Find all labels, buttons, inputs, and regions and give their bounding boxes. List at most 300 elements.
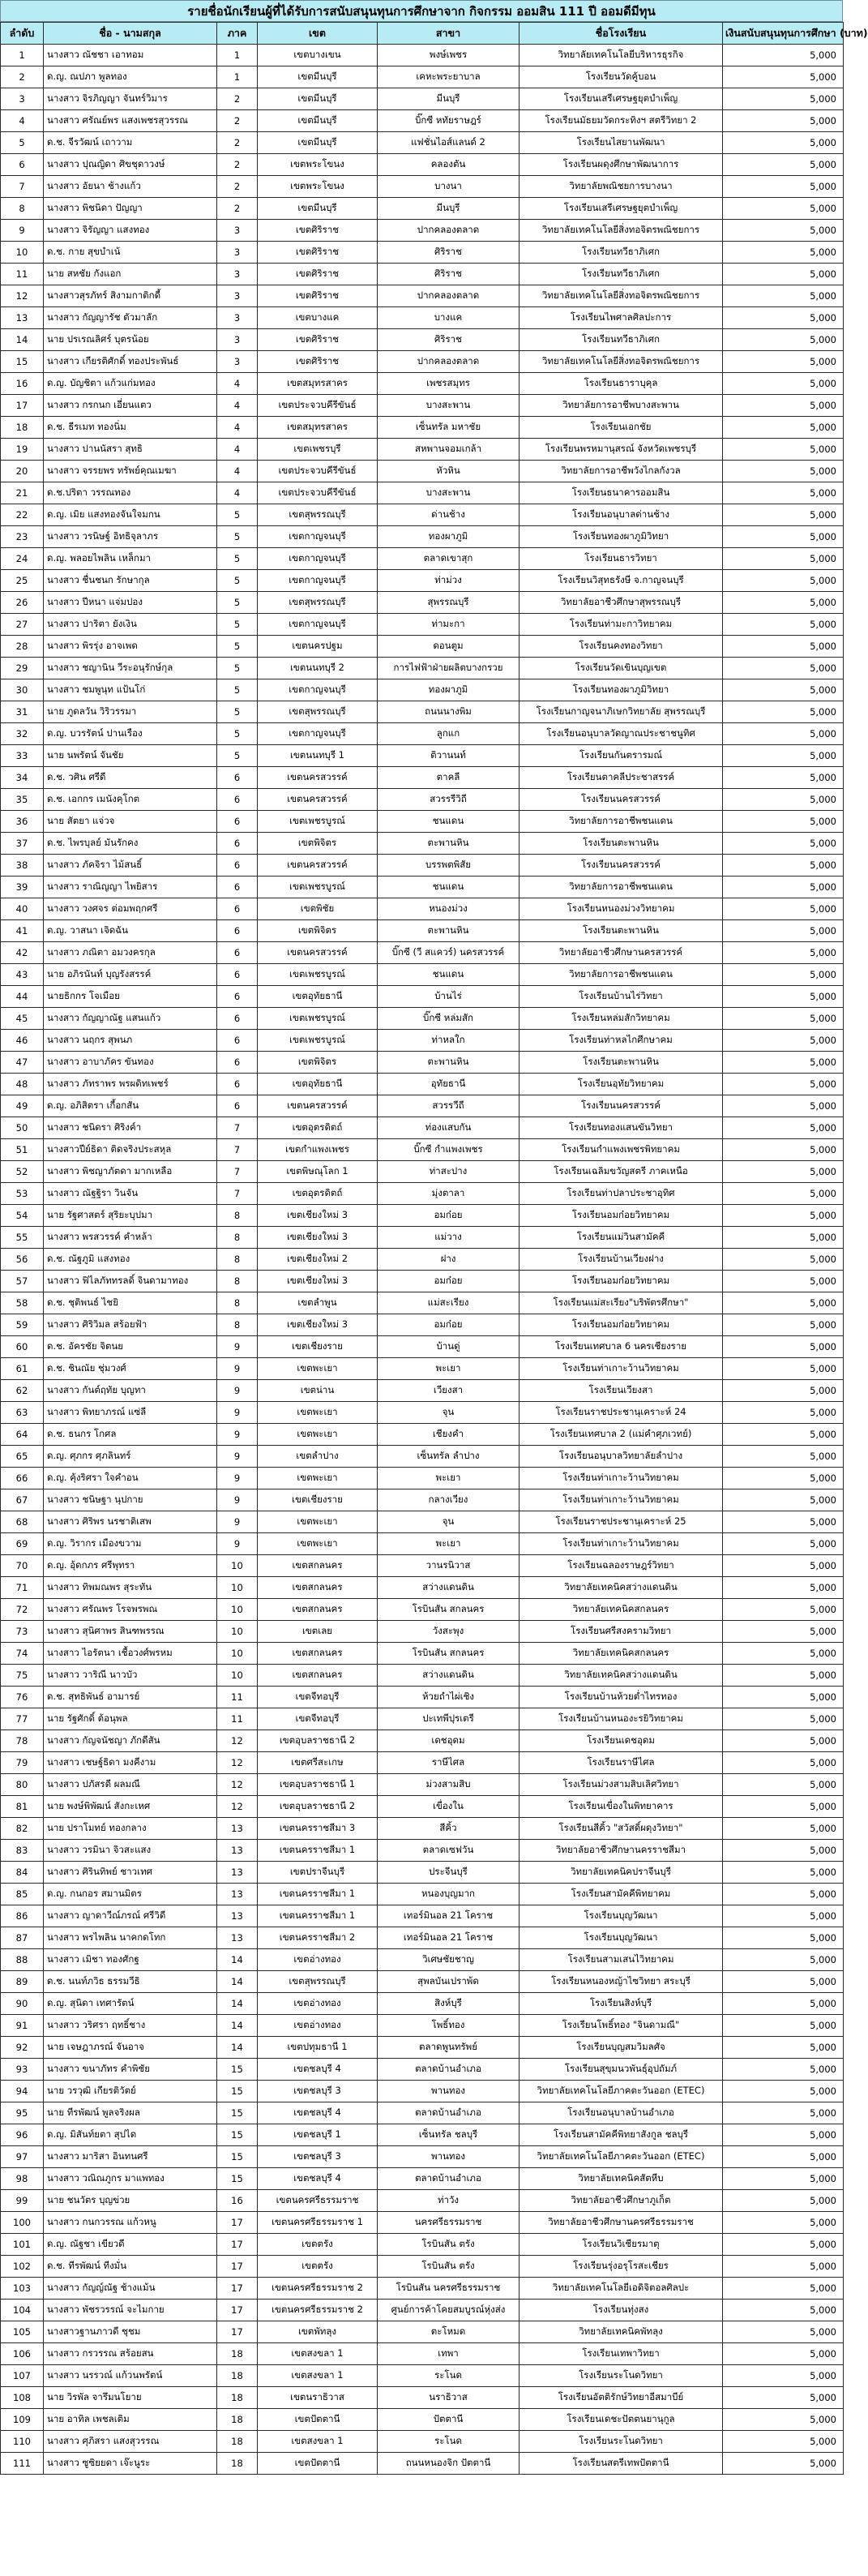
student-name: นางสาว ปภัสรดี ผลมณี bbox=[44, 1774, 217, 1796]
student-name: นางสาวฐานภาวดี ชุชม bbox=[44, 2321, 217, 2343]
school-name: โรงเรียนเฉลิมขวัญสตรี ภาคเหนือ bbox=[520, 1161, 723, 1183]
table-row bbox=[1, 2124, 844, 2146]
student-name: นางสาว อัยนา ช้างแก้ว bbox=[44, 176, 217, 198]
region: 5 bbox=[217, 570, 258, 592]
table-row bbox=[1, 745, 844, 767]
branch: เพชรสมุทร bbox=[378, 373, 520, 395]
region: 6 bbox=[217, 1052, 258, 1074]
region: 9 bbox=[217, 1446, 258, 1468]
table-row bbox=[1, 1577, 844, 1599]
table-row bbox=[1, 2212, 844, 2234]
student-name: ด.ช. ชินณัย ชุ่มวงศ์ bbox=[44, 1358, 217, 1380]
student-name: นาย รัฐศาสตร์ สุริยะบุปมา bbox=[44, 1205, 217, 1227]
region: 5 bbox=[217, 592, 258, 614]
student-name: ด.ญ. มิสันท์ยตา สุปได bbox=[44, 2124, 217, 2146]
scholarship-amount: 5,000 bbox=[723, 2146, 844, 2168]
region: 13 bbox=[217, 1818, 258, 1840]
region: 18 bbox=[217, 2431, 258, 2453]
zone: เขตศิริราช bbox=[258, 220, 378, 242]
branch: ท่าหลใก bbox=[378, 1030, 520, 1052]
table-row bbox=[1, 329, 844, 351]
table-row bbox=[1, 2190, 844, 2212]
region: 14 bbox=[217, 2015, 258, 2037]
scholarship-amount: 5,000 bbox=[723, 592, 844, 614]
branch: สว่างแดนดิน bbox=[378, 1577, 520, 1599]
student-name: นาย วรวุฒิ เกียรติวัตย์ bbox=[44, 2081, 217, 2102]
school-name: วิทยาลัยการอาชีพชนแดน bbox=[520, 811, 723, 833]
row-no: 105 bbox=[1, 2321, 44, 2343]
zone: เขตเลย bbox=[258, 1621, 378, 1643]
row-no: 88 bbox=[1, 1949, 44, 1971]
row-no: 30 bbox=[1, 679, 44, 701]
region: 5 bbox=[217, 679, 258, 701]
student-name: นางสาว ชนิษฐา นุปกาย bbox=[44, 1489, 217, 1511]
zone: เขตพิชัย bbox=[258, 898, 378, 920]
scholarship-amount: 5,000 bbox=[723, 2321, 844, 2343]
row-no: 37 bbox=[1, 833, 44, 855]
table-row bbox=[1, 1555, 844, 1577]
student-name: นางสาว ชญานิน วีระอนุรักษ์กุล bbox=[44, 658, 217, 679]
scholarship-amount: 5,000 bbox=[723, 1336, 844, 1358]
region: 1 bbox=[217, 66, 258, 88]
table-row bbox=[1, 2256, 844, 2278]
row-no: 85 bbox=[1, 1884, 44, 1905]
col-header-school: ชื่อโรงเรียน bbox=[520, 23, 723, 45]
scholarship-amount: 5,000 bbox=[723, 1358, 844, 1380]
student-name: ด.ญ. พลอยไพลิน เหล็กมา bbox=[44, 548, 217, 570]
student-name: นางสาว ฟิไลภัททรลดิ์ จินดามาทอง bbox=[44, 1271, 217, 1292]
row-no: 38 bbox=[1, 855, 44, 877]
region: 5 bbox=[217, 504, 258, 526]
school-name: โรงเรียนทองแสนขันวิทยา bbox=[520, 1117, 723, 1139]
zone: เขตปทุมธานี 1 bbox=[258, 2037, 378, 2059]
branch: โรบินสัน ตรัง bbox=[378, 2256, 520, 2278]
scholarship-amount: 5,000 bbox=[723, 1533, 844, 1555]
row-no: 74 bbox=[1, 1643, 44, 1665]
scholarship-amount: 5,000 bbox=[723, 1314, 844, 1336]
scholarship-amount: 5,000 bbox=[723, 1511, 844, 1533]
scholarship-amount: 5,000 bbox=[723, 745, 844, 767]
zone: เขตปัตตานี bbox=[258, 2409, 378, 2431]
col-header-region: ภาค bbox=[217, 23, 258, 45]
school-name: โรงเรียนศรีสงครามวิทยา bbox=[520, 1621, 723, 1643]
student-name: นาย อาทิล เพชลเติม bbox=[44, 2409, 217, 2431]
zone: เขตเชียงใหม่ 3 bbox=[258, 1314, 378, 1336]
school-name: โรงเรียนอมก๋อยวิทยาคม bbox=[520, 1205, 723, 1227]
row-no: 69 bbox=[1, 1533, 44, 1555]
branch: ติวานนท์ bbox=[378, 745, 520, 767]
row-no: 56 bbox=[1, 1249, 44, 1271]
student-name: นางสาว ภณิตา อมวงครกุล bbox=[44, 942, 217, 964]
scholarship-amount: 5,000 bbox=[723, 2059, 844, 2081]
branch: เชียงคำ bbox=[378, 1424, 520, 1446]
table-row bbox=[1, 1095, 844, 1117]
table-row bbox=[1, 1708, 844, 1730]
region: 17 bbox=[217, 2234, 258, 2256]
school-name: วิทยาลัยอาชีวศึกษาภูเก็ต bbox=[520, 2190, 723, 2212]
branch: ปัตตานี bbox=[378, 2409, 520, 2431]
branch: เวียงสา bbox=[378, 1380, 520, 1402]
zone: เขตนครสวรรค์ bbox=[258, 767, 378, 789]
school-name: โรงเรียนราชประชานุเคราะห์ 24 bbox=[520, 1402, 723, 1424]
student-name: นาย พงษ์พิพัฒน์ สังกะเหศ bbox=[44, 1796, 217, 1818]
region: 6 bbox=[217, 789, 258, 811]
branch: ลูกแก bbox=[378, 723, 520, 745]
row-no: 19 bbox=[1, 439, 44, 461]
student-name: นางสาว ซูซิยยดา เจ๊ะนูระ bbox=[44, 2453, 217, 2475]
zone: เขตพะเยา bbox=[258, 1468, 378, 1489]
scholarship-amount: 5,000 bbox=[723, 1818, 844, 1840]
scholarship-amount: 5,000 bbox=[723, 461, 844, 482]
row-no: 44 bbox=[1, 986, 44, 1008]
student-name: นางสาว ณัฐฐิรา วินจัน bbox=[44, 1183, 217, 1205]
branch: ชนแดน bbox=[378, 811, 520, 833]
scholarship-amount: 5,000 bbox=[723, 2343, 844, 2365]
row-no: 32 bbox=[1, 723, 44, 745]
school-name: โรงเรียนราษีไศล bbox=[520, 1752, 723, 1774]
zone: เขตเพชรบูรณ์ bbox=[258, 1030, 378, 1052]
scholarship-amount: 5,000 bbox=[723, 789, 844, 811]
zone: เขตน่าน bbox=[258, 1380, 378, 1402]
student-name: นางสาว ศุภิสรา แสงสุวรรณ bbox=[44, 2431, 217, 2453]
branch: อมก๋อย bbox=[378, 1271, 520, 1292]
scholarship-amount: 5,000 bbox=[723, 2015, 844, 2037]
table-row bbox=[1, 1402, 844, 1424]
row-no: 12 bbox=[1, 285, 44, 307]
row-no: 68 bbox=[1, 1511, 44, 1533]
branch: การไฟฟ้าฝ่ายผลิตบางกรวย bbox=[378, 658, 520, 679]
zone: เขตพะเยา bbox=[258, 1511, 378, 1533]
region: 7 bbox=[217, 1117, 258, 1139]
school-name: โรงเรียนนครสวรรค์ bbox=[520, 789, 723, 811]
scholarship-amount: 5,000 bbox=[723, 285, 844, 307]
region: 8 bbox=[217, 1271, 258, 1292]
student-name: นางสาว ปาริตา ยังเงิน bbox=[44, 614, 217, 636]
student-name: นางสาว ศรัณพร โรจพรพณ bbox=[44, 1599, 217, 1621]
school-name: วิทยาลัยอาชีวศึกษานครสวรรค์ bbox=[520, 942, 723, 964]
student-name: ด.ช. สุทธิพันธ์ อามารย์ bbox=[44, 1687, 217, 1708]
table-row bbox=[1, 2278, 844, 2300]
student-name: ด.ญ. วิรากร เมืองขวาม bbox=[44, 1533, 217, 1555]
branch: บิ๊กซี กำแพงเพชร bbox=[378, 1139, 520, 1161]
branch: วิเศษชัยชาญ bbox=[378, 1949, 520, 1971]
col-header-zone: เขต bbox=[258, 23, 378, 45]
student-name: นางสาว วรมินา จิวสะแสง bbox=[44, 1840, 217, 1862]
table-row bbox=[1, 2343, 844, 2365]
region: 6 bbox=[217, 942, 258, 964]
table-row bbox=[1, 242, 844, 264]
scholarship-amount: 5,000 bbox=[723, 942, 844, 964]
zone: เขตลำพูน bbox=[258, 1292, 378, 1314]
zone: เขตนครศรีธรรมราช 1 bbox=[258, 2212, 378, 2234]
zone: เขตนครราชสีมา 2 bbox=[258, 1927, 378, 1949]
scholarship-amount: 5,000 bbox=[723, 2212, 844, 2234]
zone: เขตเชียงใหม่ 3 bbox=[258, 1205, 378, 1227]
table-row bbox=[1, 2365, 844, 2387]
school-name: โรงเรียนท่าเกาะว้านวิทยาคม bbox=[520, 1358, 723, 1380]
branch: สุพลบันเปราพ้ด bbox=[378, 1971, 520, 1993]
table-row bbox=[1, 1752, 844, 1774]
school-name: โรงเรียนอนุบาลวิทยาลัยลำปาง bbox=[520, 1446, 723, 1468]
zone: เขตเพชรบูรณ์ bbox=[258, 1008, 378, 1030]
student-name: นางสาว ศรัณย์พร แสงเพชรสุวรรณ bbox=[44, 110, 217, 132]
scholarship-amount: 5,000 bbox=[723, 1971, 844, 1993]
region: 9 bbox=[217, 1358, 258, 1380]
region: 6 bbox=[217, 1074, 258, 1095]
branch: ชนแดน bbox=[378, 964, 520, 986]
zone: เขตศรีสะเกษ bbox=[258, 1752, 378, 1774]
table-row bbox=[1, 1840, 844, 1862]
region: 8 bbox=[217, 1249, 258, 1271]
table-row bbox=[1, 986, 844, 1008]
branch: โรบินสัน ตรัง bbox=[378, 2234, 520, 2256]
region: 13 bbox=[217, 1840, 258, 1862]
row-no: 17 bbox=[1, 395, 44, 417]
scholarship-amount: 5,000 bbox=[723, 1446, 844, 1468]
row-no: 25 bbox=[1, 570, 44, 592]
table-row bbox=[1, 88, 844, 110]
branch: เซ็นทรัล ลำปาง bbox=[378, 1446, 520, 1468]
student-name: นางสาว ปานนัสรา สุทธิ bbox=[44, 439, 217, 461]
scholarship-amount: 5,000 bbox=[723, 110, 844, 132]
branch: ตะพานหิน bbox=[378, 1052, 520, 1074]
row-no: 21 bbox=[1, 482, 44, 504]
row-no: 40 bbox=[1, 898, 44, 920]
row-no: 71 bbox=[1, 1577, 44, 1599]
school-name: โรงเรียนเสรีเศรษฐยุตบำเพ็ญ bbox=[520, 88, 723, 110]
student-name: นางสาว ณัชชา เอาทอม bbox=[44, 45, 217, 66]
table-row bbox=[1, 2431, 844, 2453]
table-row bbox=[1, 723, 844, 745]
table-row bbox=[1, 658, 844, 679]
student-name: นาย ทีรพัฒน์ พูลจริงผล bbox=[44, 2102, 217, 2124]
student-name: ด.ญ. วาสนา เจิดฉัน bbox=[44, 920, 217, 942]
school-name: วิทยาลัยการอาชีพวังไกลกังวล bbox=[520, 461, 723, 482]
student-name: ด.ช. ณัฐภูมิ แสงทอง bbox=[44, 1249, 217, 1271]
scholarship-amount: 5,000 bbox=[723, 1271, 844, 1292]
student-name: นายธิกกร โจเมือย bbox=[44, 986, 217, 1008]
row-no: 7 bbox=[1, 176, 44, 198]
school-name: วิทยาลัยอาชีวศึกษานครศรีธรรมราช bbox=[520, 2212, 723, 2234]
region: 4 bbox=[217, 395, 258, 417]
region: 5 bbox=[217, 636, 258, 658]
row-no: 23 bbox=[1, 526, 44, 548]
branch: ท่าวัง bbox=[378, 2190, 520, 2212]
row-no: 87 bbox=[1, 1927, 44, 1949]
table-row bbox=[1, 66, 844, 88]
row-no: 5 bbox=[1, 132, 44, 154]
table-row bbox=[1, 154, 844, 176]
row-no: 95 bbox=[1, 2102, 44, 2124]
branch: บ้านดู่ bbox=[378, 1336, 520, 1358]
table-row bbox=[1, 132, 844, 154]
row-no: 111 bbox=[1, 2453, 44, 2475]
student-name: นางสาว กัญจนัชญา ภักดีสัน bbox=[44, 1730, 217, 1752]
school-name: วิทยาลัยพณิชยการบางนา bbox=[520, 176, 723, 198]
region: 4 bbox=[217, 482, 258, 504]
zone: เขตสกลนคร bbox=[258, 1665, 378, 1687]
zone: เขตประจวบคีรีขันธ์ bbox=[258, 461, 378, 482]
branch: โรบินสัน สกลนคร bbox=[378, 1643, 520, 1665]
zone: เขตสุพรรณบุรี bbox=[258, 504, 378, 526]
row-no: 63 bbox=[1, 1402, 44, 1424]
row-no: 13 bbox=[1, 307, 44, 329]
branch: คลองตัน bbox=[378, 154, 520, 176]
row-no: 48 bbox=[1, 1074, 44, 1095]
region: 18 bbox=[217, 2365, 258, 2387]
scholarship-amount: 5,000 bbox=[723, 1074, 844, 1095]
student-name: นางสาว เมิชา ทองศักฐ bbox=[44, 1949, 217, 1971]
student-name: นาย อภิรนันท์ บุญรังสรรค์ bbox=[44, 964, 217, 986]
region: 15 bbox=[217, 2059, 258, 2081]
branch: จุน bbox=[378, 1511, 520, 1533]
scholarship-amount: 5,000 bbox=[723, 636, 844, 658]
school-name: โรงเรียนตะพานหิน bbox=[520, 1052, 723, 1074]
branch: มีนบุรี bbox=[378, 88, 520, 110]
school-name: โรงเรียนเดชะปัตตนยานุกูล bbox=[520, 2409, 723, 2431]
zone: เขตเชียงใหม่ 3 bbox=[258, 1271, 378, 1292]
branch: ม่วงสามสิบ bbox=[378, 1774, 520, 1796]
region: 2 bbox=[217, 198, 258, 220]
table-row bbox=[1, 1161, 844, 1183]
region: 10 bbox=[217, 1643, 258, 1665]
table-row bbox=[1, 1971, 844, 1993]
row-no: 93 bbox=[1, 2059, 44, 2081]
region: 1 bbox=[217, 45, 258, 66]
scholarship-amount: 5,000 bbox=[723, 2300, 844, 2321]
zone: เขตบางแค bbox=[258, 307, 378, 329]
zone: เขตศิริราช bbox=[258, 285, 378, 307]
zone: เขตชลบุรี 4 bbox=[258, 2168, 378, 2190]
scholarship-amount: 5,000 bbox=[723, 1708, 844, 1730]
zone: เขตพิษณุโลก 1 bbox=[258, 1161, 378, 1183]
region: 17 bbox=[217, 2300, 258, 2321]
zone: เขตอุบลราชธานี 1 bbox=[258, 1774, 378, 1796]
student-name: ด.ช. วศิน ศรีดี bbox=[44, 767, 217, 789]
student-name: นาย สัตยา แจ่วจ bbox=[44, 811, 217, 833]
region: 3 bbox=[217, 329, 258, 351]
zone: เขตพะเยา bbox=[258, 1402, 378, 1424]
table-row bbox=[1, 1621, 844, 1643]
branch: เซ็นทรัล ชลบุรี bbox=[378, 2124, 520, 2146]
region: 6 bbox=[217, 898, 258, 920]
zone: เขตพระโขนง bbox=[258, 176, 378, 198]
branch: หัวหิน bbox=[378, 461, 520, 482]
school-name: โรงเรียนอนุบาลด่านช้าง bbox=[520, 504, 723, 526]
branch: ปะเทพีปุรเตรี bbox=[378, 1708, 520, 1730]
scholarship-amount: 5,000 bbox=[723, 504, 844, 526]
branch: ปากคลองตลาด bbox=[378, 351, 520, 373]
table-row bbox=[1, 1949, 844, 1971]
student-name: นางสาว วาริณี นาวบัว bbox=[44, 1665, 217, 1687]
scholarship-amount: 5,000 bbox=[723, 1139, 844, 1161]
scholarship-amount: 5,000 bbox=[723, 723, 844, 745]
row-no: 61 bbox=[1, 1358, 44, 1380]
zone: เขตประจวบคีรีขันธ์ bbox=[258, 482, 378, 504]
scholarship-amount: 5,000 bbox=[723, 242, 844, 264]
student-name: นางสาว ราณิญญา ไพยิสาร bbox=[44, 877, 217, 898]
branch: เทพา bbox=[378, 2343, 520, 2365]
table-row bbox=[1, 855, 844, 877]
zone: เขตกาญจนบุรี bbox=[258, 548, 378, 570]
school-name: วิทยาลัยการอาชีพชนแดน bbox=[520, 877, 723, 898]
zone: เขตอุบลราชธานี 2 bbox=[258, 1796, 378, 1818]
scholarship-amount: 5,000 bbox=[723, 154, 844, 176]
student-name: นางสาว กันต์ฤทัย บุญทา bbox=[44, 1380, 217, 1402]
table-row bbox=[1, 1643, 844, 1665]
table-row bbox=[1, 1249, 844, 1271]
student-name: นางสาว จิรัญญา แสงทอง bbox=[44, 220, 217, 242]
school-name: โรงเรียนสามัคคีพิทยาสังกูล ชลบุรี bbox=[520, 2124, 723, 2146]
zone: เขตพะเยา bbox=[258, 1424, 378, 1446]
branch: โรบินสัน นครศรีธรรมราช bbox=[378, 2278, 520, 2300]
school-name: โรงเรียนท่ามะกาวิทยาคม bbox=[520, 614, 723, 636]
table-row bbox=[1, 2453, 844, 2475]
row-no: 58 bbox=[1, 1292, 44, 1314]
school-name: วิทยาลัยการอาชีพชนแดน bbox=[520, 964, 723, 986]
scholarship-amount: 5,000 bbox=[723, 1905, 844, 1927]
row-no: 28 bbox=[1, 636, 44, 658]
region: 18 bbox=[217, 2453, 258, 2475]
region: 12 bbox=[217, 1730, 258, 1752]
region: 13 bbox=[217, 1884, 258, 1905]
table-row bbox=[1, 1927, 844, 1949]
table-row bbox=[1, 1139, 844, 1161]
region: 14 bbox=[217, 1949, 258, 1971]
student-name: นางสาวปีย์ธิดา ติดจริงประสหุล bbox=[44, 1139, 217, 1161]
col-header-no: ลำดับ bbox=[1, 23, 44, 45]
student-name: นางสาว นฤกร สุพนภ bbox=[44, 1030, 217, 1052]
scholarship-amount: 5,000 bbox=[723, 439, 844, 461]
branch: ฝาง bbox=[378, 1249, 520, 1271]
student-name: ด.ช.ปริตา วรรณทอง bbox=[44, 482, 217, 504]
row-no: 18 bbox=[1, 417, 44, 439]
row-no: 96 bbox=[1, 2124, 44, 2146]
student-name: ด.ญ. อภิสิตรา เกี้อกสัน bbox=[44, 1095, 217, 1117]
branch: แม่สะเรียง bbox=[378, 1292, 520, 1314]
region: 18 bbox=[217, 2409, 258, 2431]
school-name: โรงเรียนธารวิทยา bbox=[520, 548, 723, 570]
student-name: นางสาว สุนิศาพร สินฑพรรณ bbox=[44, 1621, 217, 1643]
table-body bbox=[1, 45, 844, 2475]
zone: เขตมีนบุรี bbox=[258, 132, 378, 154]
school-name: โรงเรียนอนุบาลบ้านอำเภอ bbox=[520, 2102, 723, 2124]
student-name: นางสาว ทิพมณพร สุระทัน bbox=[44, 1577, 217, 1599]
student-name: นางสาว วรนิษฐ์ อิทธิจุลาภร bbox=[44, 526, 217, 548]
school-name: โรงเรียนสิงห์บุรี bbox=[520, 1993, 723, 2015]
region: 18 bbox=[217, 2387, 258, 2409]
branch: ตะโหมด bbox=[378, 2321, 520, 2343]
region: 5 bbox=[217, 723, 258, 745]
school-name: โรงเรียนวิสุทธรังษี จ.กาญจนบุรี bbox=[520, 570, 723, 592]
branch: สว่างแดนดิน bbox=[378, 1665, 520, 1687]
scholarship-amount: 5,000 bbox=[723, 1884, 844, 1905]
zone: เขตอุตรดิตถ์ bbox=[258, 1183, 378, 1205]
zone: เขตสกลนคร bbox=[258, 1599, 378, 1621]
region: 6 bbox=[217, 811, 258, 833]
table-row bbox=[1, 198, 844, 220]
row-no: 66 bbox=[1, 1468, 44, 1489]
school-name: วิทยาลัยอาชีวศึกษาสุพรรณบุรี bbox=[520, 592, 723, 614]
branch: ปากคลองตลาด bbox=[378, 220, 520, 242]
scholarship-amount: 5,000 bbox=[723, 373, 844, 395]
student-name: ด.ญ. คุ้งริศรา ใจคำอน bbox=[44, 1468, 217, 1489]
region: 6 bbox=[217, 767, 258, 789]
row-no: 22 bbox=[1, 504, 44, 526]
student-name: นางสาว กัญญาณัฐ แสนแก้ว bbox=[44, 1008, 217, 1030]
branch: ทองผาภูมิ bbox=[378, 679, 520, 701]
table-row bbox=[1, 2146, 844, 2168]
